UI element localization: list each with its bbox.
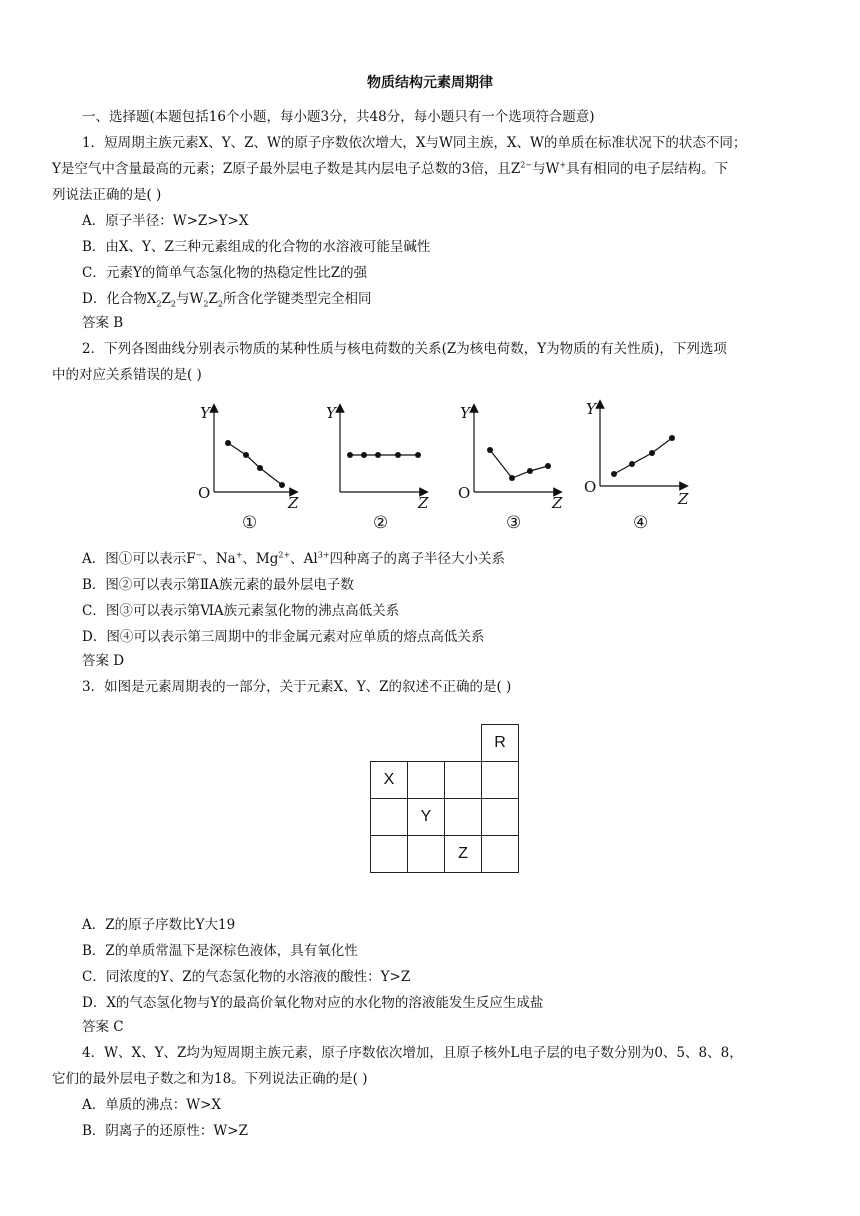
q4-option-a: A．单质的沸点：W>X xyxy=(82,1097,222,1113)
cell-r: R xyxy=(482,725,519,762)
graph-1-x-label: Z xyxy=(288,494,299,512)
cell-empty xyxy=(371,725,408,762)
page-title: 物质结构元素周期律 xyxy=(367,75,493,91)
subscript: 2 xyxy=(170,299,177,309)
q2-graphs-figure xyxy=(190,396,710,536)
cell-empty xyxy=(445,725,482,762)
superscript: 3+ xyxy=(317,550,330,560)
q2-option-d: D．图④可以表示第三周期中的非金属元素对应单质的熔点高低关系 xyxy=(82,629,485,645)
cell xyxy=(482,799,519,836)
graph-1-label: ① xyxy=(242,513,258,533)
graph-3-label: ③ xyxy=(506,513,522,533)
cell-y: Y xyxy=(408,799,445,836)
text: 与W xyxy=(176,291,204,307)
text: D．化合物X xyxy=(82,291,157,307)
section-header: 一、选择题(本题包括16个小题，每小题3分，共48分，每小题只有一个选项符合题意) xyxy=(82,109,595,125)
cell xyxy=(408,762,445,799)
q1-option-b: B．由X、Y、Z三种元素组成的化合物的水溶液可能呈碱性 xyxy=(82,239,431,255)
graph-3-origin: O xyxy=(458,484,471,502)
q2-answer: 答案 D xyxy=(82,653,125,669)
q1-option-d xyxy=(82,290,371,308)
text: Z xyxy=(208,291,218,307)
graph-1 xyxy=(198,404,299,533)
superscript: 2− xyxy=(520,160,533,170)
cell xyxy=(445,762,482,799)
q2-stem-line1: 2．下列各图曲线分别表示物质的某种性质与核电荷数的关系(Z为核电荷数，Y为物质的有关性质)，下列选项 xyxy=(82,341,727,357)
graph-2-y-label: Y xyxy=(326,404,336,422)
cell-x: X xyxy=(371,762,408,799)
periodic-table-fragment xyxy=(370,724,519,873)
q1-stem-line3: 列说法正确的是( ) xyxy=(52,187,162,203)
text: 、Al xyxy=(290,551,318,567)
q3-option-b: B．Z的单质常温下是深棕色液体，具有氧化性 xyxy=(82,943,358,959)
graph-2-x-label: Z xyxy=(418,494,429,512)
q4-stem-line1: 4．W、X、Y、Z均为短周期主族元素，原子序数依次增加，且原子核外L电子层的电子数分别为0、5、8、8， xyxy=(82,1045,743,1061)
subscript: 2 xyxy=(217,299,223,309)
q3-answer: 答案 C xyxy=(82,1019,124,1035)
cell-empty xyxy=(408,725,445,762)
graph-4-x-label: Z xyxy=(678,490,689,508)
graph-1-origin: O xyxy=(198,484,211,502)
text: 四种离子的离子半径大小关系 xyxy=(329,551,506,567)
subscript: 2 xyxy=(203,299,209,309)
q4-option-b: B．阴离子的还原性：W>Z xyxy=(82,1123,248,1139)
graph-2-label: ② xyxy=(373,513,389,533)
q4-stem-line2: 它们的最外层电子数之和为18。下列说法正确的是( ) xyxy=(52,1071,368,1087)
superscript: − xyxy=(195,550,203,560)
q1-stem-line2 xyxy=(52,160,728,178)
text: Y是空气中含量最高的元素；Z原子最外层电子数是其内层电子总数的3倍，且Z xyxy=(52,161,521,177)
cell xyxy=(371,799,408,836)
q3-stem: 3．如图是元素周期表的一部分，关于元素X、Y、Z的叙述不正确的是( ) xyxy=(82,679,512,695)
q1-option-a: A．原子半径：W>Z>Y>X xyxy=(82,213,249,229)
q2-option-a xyxy=(82,550,505,568)
text: A．图①可以表示F xyxy=(82,551,196,567)
superscript: + xyxy=(235,550,243,560)
text: 、Na xyxy=(202,551,236,567)
text: 所含化学键类型完全相同 xyxy=(222,291,372,307)
graph-3 xyxy=(458,404,563,533)
q3-option-d: D．X的气态氢化物与Y的最高价氧化物对应的水化物的溶液能发生反应生成盐 xyxy=(82,995,544,1011)
cell-z: Z xyxy=(445,836,482,873)
q2-stem-line2: 中的对应关系错误的是( ) xyxy=(52,367,202,383)
graph-3-y-label: Y xyxy=(460,404,470,422)
text: 具有相同的电子层结构。下 xyxy=(566,161,729,177)
text: Z xyxy=(161,291,171,307)
graph-1-y-label: Y xyxy=(200,404,210,422)
cell xyxy=(408,836,445,873)
graph-3-x-label: Z xyxy=(552,494,563,512)
graph-4-origin: O xyxy=(584,478,597,496)
text: 、Mg xyxy=(242,551,279,567)
cell xyxy=(482,762,519,799)
q2-option-c: C．图③可以表示第ⅥA族元素氢化物的沸点高低关系 xyxy=(82,603,400,619)
graph-4 xyxy=(584,400,689,533)
subscript: 2 xyxy=(156,299,162,309)
q1-option-c: C．元素Y的简单气态氢化物的热稳定性比Z的强 xyxy=(82,265,368,281)
graph-4-label: ④ xyxy=(633,513,649,533)
graph-4-y-label: Y xyxy=(586,400,596,418)
q1-stem-line1: 1．短周期主族元素X、Y、Z、W的原子序数依次增大，X与W同主族，X、W的单质在标准状况下的状态不同； xyxy=(82,135,747,151)
text: 与W xyxy=(532,161,560,177)
graph-2 xyxy=(326,404,429,533)
cell xyxy=(445,799,482,836)
q1-answer: 答案 B xyxy=(82,315,124,331)
q3-option-c: C．同浓度的Y、Z的气态氢化物的水溶液的酸性：Y>Z xyxy=(82,969,411,985)
q2-option-b: B．图②可以表示第ⅡA族元素的最外层电子数 xyxy=(82,577,354,593)
superscript: 2+ xyxy=(278,550,291,560)
superscript: + xyxy=(559,160,567,170)
q3-option-a: A．Z的原子序数比Y大19 xyxy=(82,917,236,933)
cell xyxy=(482,836,519,873)
cell xyxy=(371,836,408,873)
